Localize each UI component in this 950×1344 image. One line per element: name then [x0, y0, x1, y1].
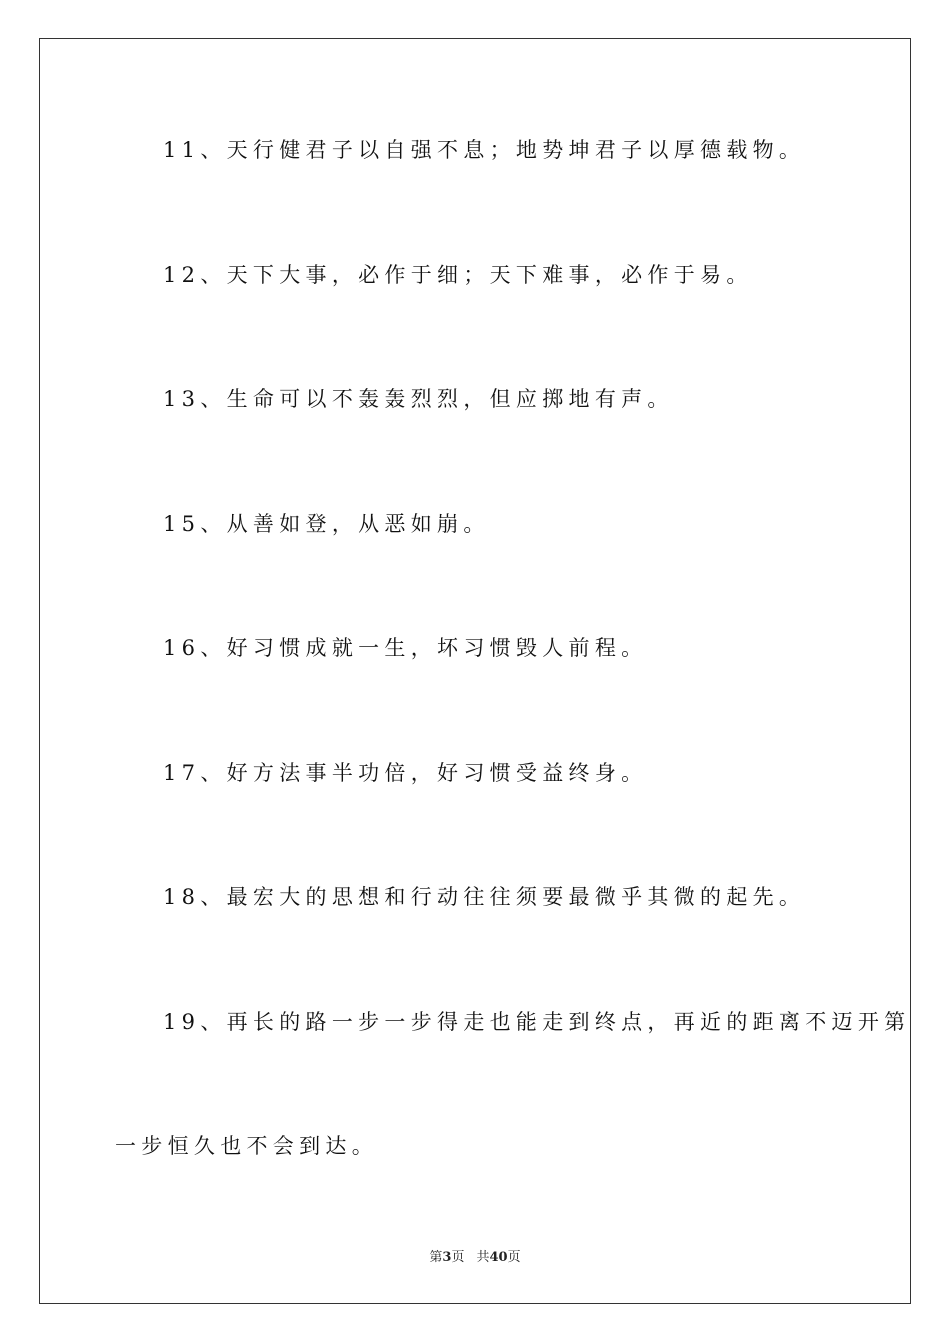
- total-pages: 40: [489, 1250, 508, 1265]
- text-line: 12、天下大事，必作于细；天下难事，必作于易。: [163, 263, 753, 287]
- text-line: 17、好方法事半功倍，好习惯受益终身。: [163, 761, 648, 785]
- text-line: 19、再长的路一步一步得走也能走到终点，再近的距离不迈开第: [163, 1010, 911, 1034]
- text-line: 16、好习惯成就一生，坏习惯毁人前程。: [163, 636, 648, 660]
- text-line: 11、天行健君子以自强不息；地势坤君子以厚德载物。: [163, 138, 806, 162]
- total-suffix: 页: [507, 1250, 521, 1265]
- page-number: 3: [442, 1250, 452, 1265]
- page-frame: [39, 38, 911, 1304]
- text-line: 18、最宏大的思想和行动往往须要最微乎其微的起先。: [163, 885, 806, 909]
- page-footer: [0, 1246, 950, 1265]
- page-prefix: 第: [429, 1250, 443, 1265]
- text-line-continuation: 一步恒久也不会到达。: [115, 1134, 378, 1158]
- total-prefix: 共: [476, 1250, 490, 1265]
- page-suffix: 页: [451, 1250, 465, 1265]
- text-line: 13、生命可以不轰轰烈烈，但应掷地有声。: [163, 387, 674, 411]
- text-line: 15、从善如登，从恶如崩。: [163, 512, 490, 536]
